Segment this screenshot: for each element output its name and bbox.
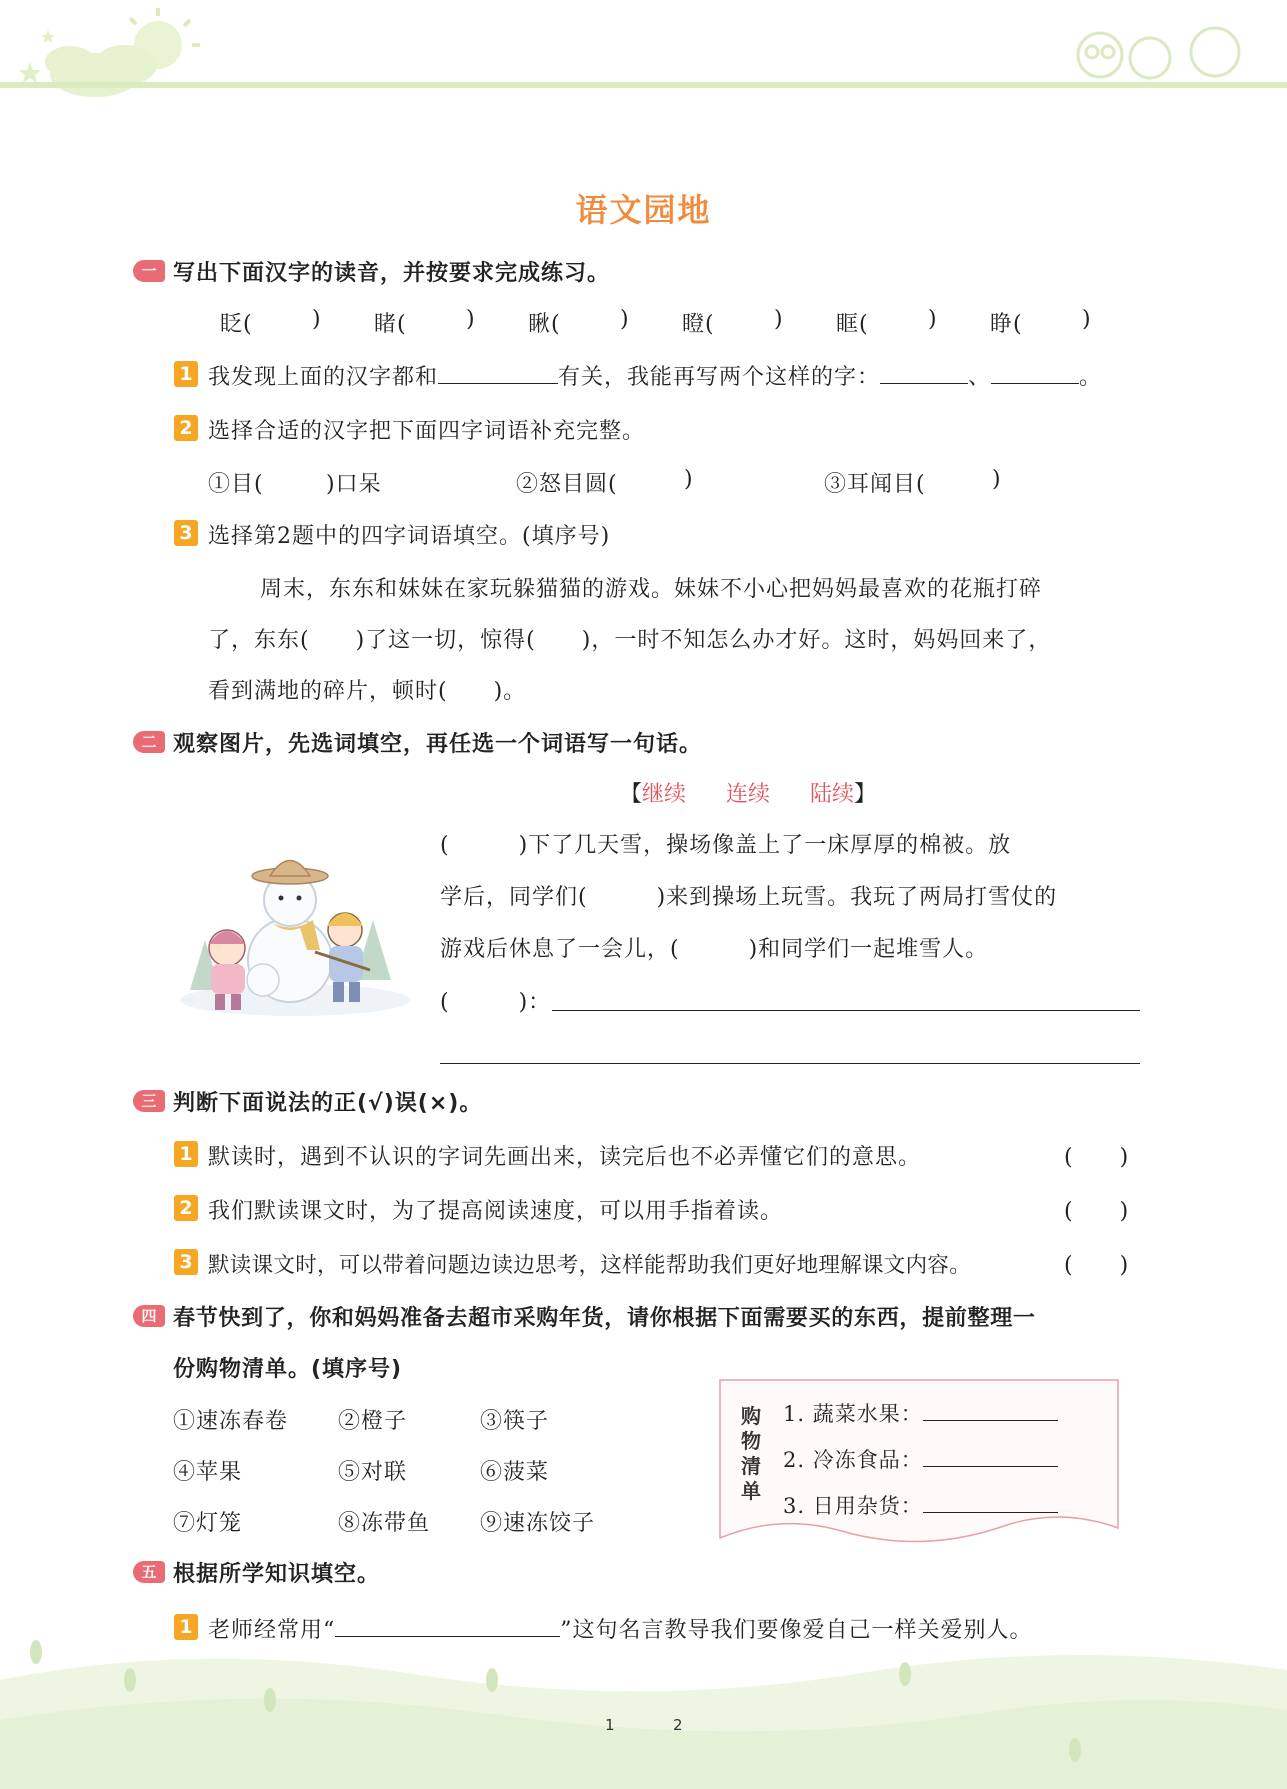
section-badge-3: 三 (133, 1090, 165, 1112)
q3-passage-line-2: 了，东东( )了这一切，惊得( )，一时不知怎么办才好。这时，妈妈回来了， (208, 628, 1052, 653)
page-number-left: 1 (605, 1716, 615, 1734)
answer-line-1[interactable] (552, 1010, 1140, 1011)
header-line (0, 82, 1287, 88)
section-5-heading: 根据所学知识填空。 (173, 1562, 381, 1587)
word-option-1: 继续 (642, 782, 687, 807)
idiom-1: ①目( (208, 472, 264, 497)
char-5: 眶( (836, 312, 869, 337)
section-2-line-1: ( )下了几天雪，操场像盖上了一床厚厚的棉被。放 (440, 833, 1012, 858)
q1-blank-1[interactable] (438, 363, 558, 384)
judge-2-number-badge: 2 (174, 1195, 198, 1221)
goods-item-5: ⑤对联 (338, 1460, 408, 1485)
judge-2-paren[interactable]: ( ) (1064, 1199, 1130, 1224)
q3-text: 选择第2题中的四字词语填空。(填序号) (208, 524, 611, 549)
section-badge-5: 五 (133, 1561, 165, 1583)
word-option-2: 连续 (726, 782, 771, 807)
section-2-line-2: 学后，同学们( )来到操场上玩雪。我玩了两局打雪仗的 (440, 885, 1058, 910)
judge-1-text: 默读时，遇到不认识的字词先画出来，读完后也不必弄懂它们的意思。 (208, 1145, 922, 1170)
char-1: 眨( (220, 312, 253, 337)
judge-1-number-badge: 1 (174, 1141, 198, 1167)
char-2-close: ) (466, 307, 476, 332)
snowman-illustration (175, 840, 415, 1020)
list-blank-1[interactable] (923, 1400, 1058, 1421)
goods-item-1: ①速冻春卷 (173, 1409, 289, 1434)
goods-item-9: ⑨速冻饺子 (480, 1511, 596, 1536)
shopping-list-title: 购 物 清 单 (741, 1404, 761, 1503)
section-2-line-3: 游戏后休息了一会儿，( )和同学们一起堆雪人。 (440, 937, 989, 962)
goods-item-2: ②橙子 (338, 1409, 408, 1434)
char-6-close: ) (1082, 307, 1092, 332)
word-option-3: 陆续 (810, 782, 855, 807)
char-1-close: ) (312, 307, 322, 332)
q2-number-badge: 2 (174, 415, 198, 441)
q1-number-badge: 1 (174, 361, 198, 387)
idiom-2-rest: ) (684, 467, 694, 492)
judge-3-text: 默读课文时，可以带着问题边读边思考，这样能帮助我们更好地理解课文内容。 (208, 1253, 972, 1278)
cloud-icon (45, 45, 157, 97)
q3-passage-line-1: 周末，东东和妹妹在家玩躲猫猫的游戏。妹妹不小心把妈妈最喜欢的花瓶打碎 (260, 577, 1043, 602)
section-badge-2: 二 (133, 731, 165, 753)
q1-text: 我发现上面的汉字都和 有关，我能再写两个这样的字： 、 。 (208, 365, 1103, 390)
section-badge-1: 一 (133, 260, 165, 282)
char-4-close: ) (774, 307, 784, 332)
q5-1-number-badge: 1 (174, 1614, 198, 1640)
list-blank-3[interactable] (923, 1492, 1058, 1513)
char-3: 瞅( (528, 312, 561, 337)
char-3-close: ) (620, 307, 630, 332)
q2-text: 选择合适的汉字把下面四字词语补充完整。 (208, 419, 646, 444)
idiom-3: ③耳闻目( (824, 472, 926, 497)
q3-passage-line-3: 看到满地的碎片，顿时( )。 (208, 679, 527, 704)
list-blank-2[interactable] (923, 1446, 1058, 1467)
animal-faces-icon (1078, 28, 1239, 78)
char-4: 瞪( (682, 312, 715, 337)
section-4-heading-line-1: 春节快到了，你和妈妈准备去超市采购年货，请你根据下面需要买的东西，提前整理一 (173, 1306, 1036, 1331)
q5-1-text: 老师经常用“ ”这句名言教导我们要像爱自己一样关爱别人。 (208, 1618, 1033, 1643)
answer-line-2[interactable] (440, 1063, 1140, 1064)
goods-item-7: ⑦灯笼 (173, 1511, 243, 1536)
page-title: 语文园地 (575, 191, 712, 229)
footer-hills (0, 1600, 1287, 1789)
page-number-right: 2 (673, 1716, 683, 1734)
word-choice-bank: 【继续 连续 陆续】 (620, 782, 877, 807)
char-5-close: ) (928, 307, 938, 332)
shopping-list-card (718, 1378, 1120, 1548)
goods-item-3: ③筷子 (480, 1409, 550, 1434)
judge-3-paren[interactable]: ( ) (1064, 1253, 1130, 1278)
shopping-list-item-3: 3. 日用杂货： (783, 1490, 1058, 1520)
q3-number-badge: 3 (174, 520, 198, 546)
judge-2-text: 我们默读课文时，为了提高阅读速度，可以用手指着读。 (208, 1199, 784, 1224)
section-2-answer-label: ( )： (440, 990, 552, 1015)
section-1-heading: 写出下面汉字的读音，并按要求完成练习。 (173, 261, 611, 286)
idiom-1-rest: )口呆 (326, 472, 382, 497)
q1-blank-3[interactable] (991, 363, 1079, 384)
judge-3-number-badge: 3 (174, 1249, 198, 1275)
q1-blank-2[interactable] (880, 363, 968, 384)
shopping-list-item-2: 2. 冷冻食品： (783, 1444, 1058, 1474)
judge-1-paren[interactable]: ( ) (1064, 1145, 1130, 1170)
section-badge-4: 四 (133, 1305, 165, 1327)
idiom-2: ②怒目圆( (516, 472, 618, 497)
goods-item-4: ④苹果 (173, 1460, 243, 1485)
section-2-heading: 观察图片，先选词填空，再任选一个词语写一句话。 (173, 732, 703, 757)
char-6: 睁( (990, 312, 1023, 337)
section-4-heading-line-2: 份购物清单。(填序号) (173, 1357, 403, 1382)
char-2: 睹( (374, 312, 407, 337)
idiom-3-rest: ) (992, 467, 1002, 492)
goods-item-6: ⑥菠菜 (480, 1460, 550, 1485)
goods-item-8: ⑧冻带鱼 (338, 1511, 431, 1536)
section-3-heading: 判断下面说法的正(√)误(×)。 (173, 1091, 483, 1116)
shopping-list-item-1: 1. 蔬菜水果： (783, 1398, 1058, 1428)
